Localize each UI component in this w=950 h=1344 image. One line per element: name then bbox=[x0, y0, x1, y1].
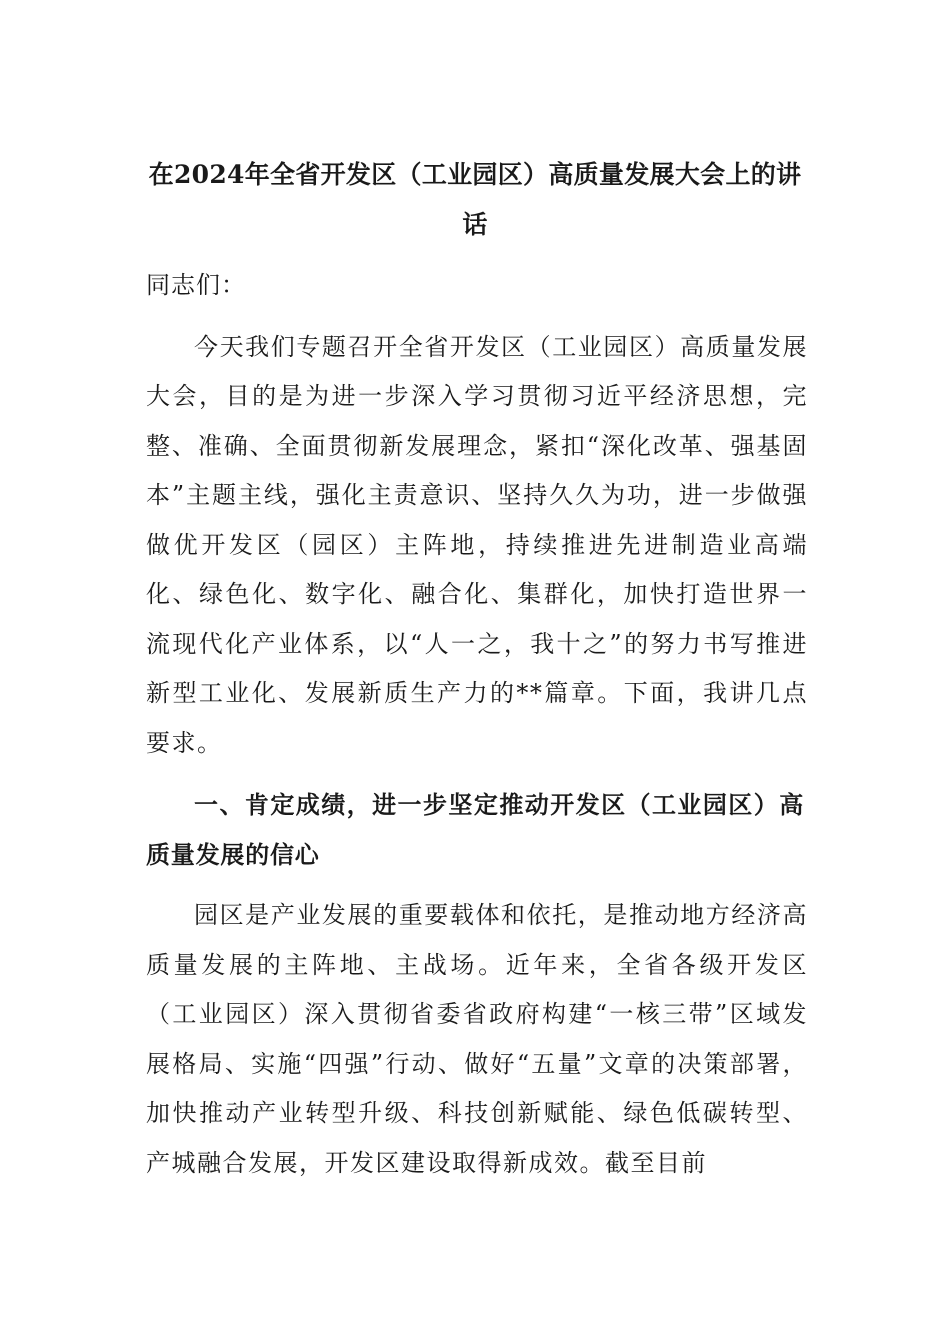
document-page bbox=[146, 150, 808, 1188]
section-body-paragraph: 园区是产业发展的重要载体和依托，是推动地方经济高质量发展的主阵地、主战场。近年来，全省各级开发区（工业园区）深入贯彻省委省政府构建“一核三带”区域发展格局、实施“四强”行动、做好“五量”文章的决策部署，加快推动产业转型升级、科技创新赋能、绿色低碳转型、产城融合发展，开发区建设取得新成效。截至目前 bbox=[146, 901, 808, 1177]
salutation: 同志们： bbox=[146, 271, 246, 299]
intro-paragraph: 今天我们专题召开全省开发区（工业园区）高质量发展大会，目的是为进一步深入学习贯彻习近平经济思想，完整、准确、全面贯彻新发展理念，紧扣“深化改革、强基固本”主题主线，强化主责意识、坚持久久为功，进一步做强做优开发区（园区）主阵地，持续推进先进制造业高端化、绿色化、数字化、融合化、集群化，加快打造世界一流现代化产业体系，以“人一之，我十之”的努力书写推进新型工业化、发展新质生产力的**篇章。下面，我讲几点要求。 bbox=[146, 332, 808, 757]
document-title: 在2024年全省开发区（工业园区）高质量发展大会上的讲话 bbox=[148, 160, 802, 239]
section-heading: 一、肯定成绩，进一步坚定推动开发区（工业园区）高质量发展的信心 bbox=[146, 790, 804, 869]
